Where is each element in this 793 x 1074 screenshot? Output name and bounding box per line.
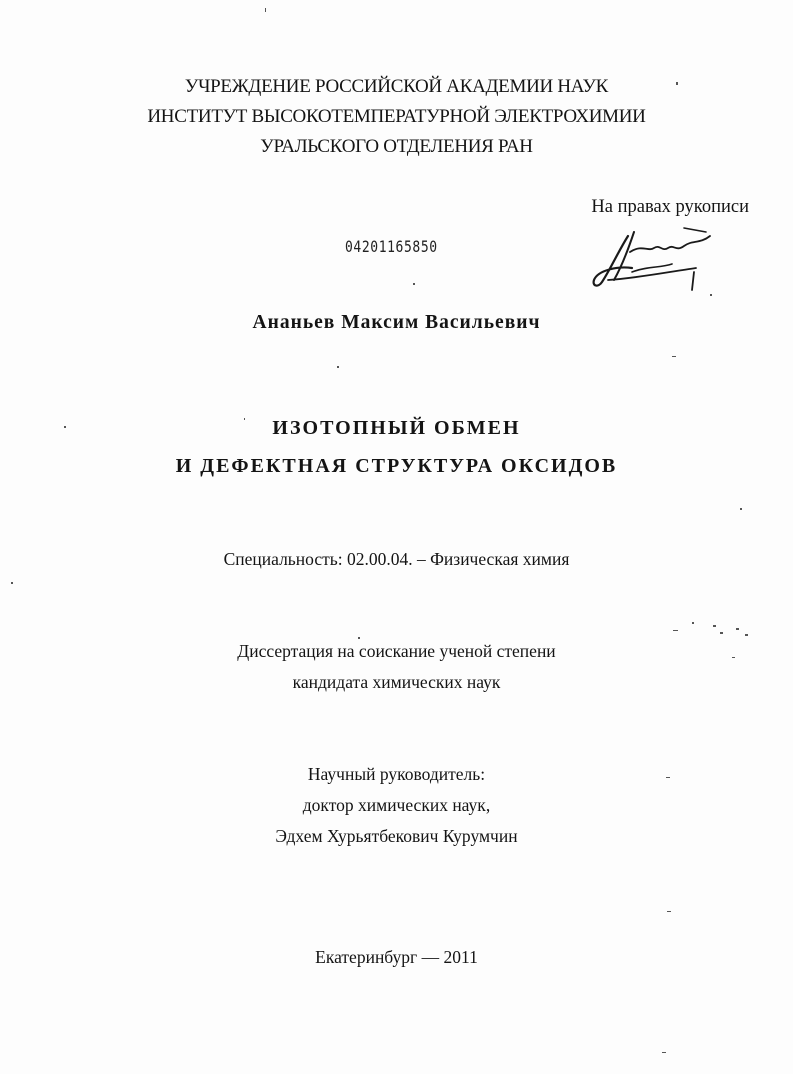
specialty: Специальность: 02.00.04. – Физическая химия	[223, 549, 570, 569]
scan-speck	[713, 625, 716, 627]
scan-speck	[265, 8, 266, 12]
scan-speck	[672, 356, 676, 357]
scan-speck	[692, 622, 694, 624]
signature-mark	[588, 222, 723, 294]
author-name: Ананьев Максим Васильевич	[252, 312, 541, 333]
document-code: 04201165850	[345, 238, 438, 257]
institution-line-1: УЧРЕЖДЕНИЕ РОССИЙСКОЙ АКАДЕМИИ НАУК	[184, 76, 609, 97]
scan-speck	[11, 582, 13, 584]
scan-speck	[720, 632, 723, 634]
title-line-2: И ДЕФЕКТНАЯ СТРУКТУРА ОКСИДОВ	[175, 455, 618, 477]
scan-speck	[676, 82, 678, 85]
scan-speck	[740, 508, 742, 510]
supervisor-name: Эдхем Хурьятбекович Курумчин	[275, 826, 518, 846]
dissertation-line-1: Диссертация на соискание ученой степени	[237, 641, 556, 661]
scan-speck	[244, 418, 245, 420]
institution-line-2: ИНСТИТУТ ВЫСОКОТЕМПЕРАТУРНОЙ ЭЛЕКТРОХИМИИ	[147, 106, 646, 127]
supervisor-label: Научный руководитель:	[307, 764, 486, 784]
scan-speck	[732, 657, 735, 658]
scan-speck	[710, 294, 712, 296]
institution-line-3: УРАЛЬСКОГО ОТДЕЛЕНИЯ РАН	[260, 136, 533, 157]
scan-speck	[745, 634, 748, 636]
scan-speck	[662, 1052, 666, 1053]
scan-speck	[64, 426, 66, 428]
scan-speck	[358, 637, 360, 639]
title-line-1: ИЗОТОПНЫЙ ОБМЕН	[272, 417, 521, 439]
scan-speck	[666, 777, 670, 778]
dissertation-line-2: кандидата химических наук	[292, 672, 501, 692]
manuscript-note: На правах рукописи	[591, 197, 749, 217]
place-year: Екатеринбург — 2011	[315, 947, 478, 967]
supervisor-degree: доктор химических наук,	[302, 795, 491, 815]
scan-speck	[413, 283, 415, 285]
scan-speck	[673, 630, 678, 631]
scan-speck	[667, 911, 671, 912]
scan-speck	[736, 628, 739, 630]
scan-speck	[337, 366, 339, 368]
